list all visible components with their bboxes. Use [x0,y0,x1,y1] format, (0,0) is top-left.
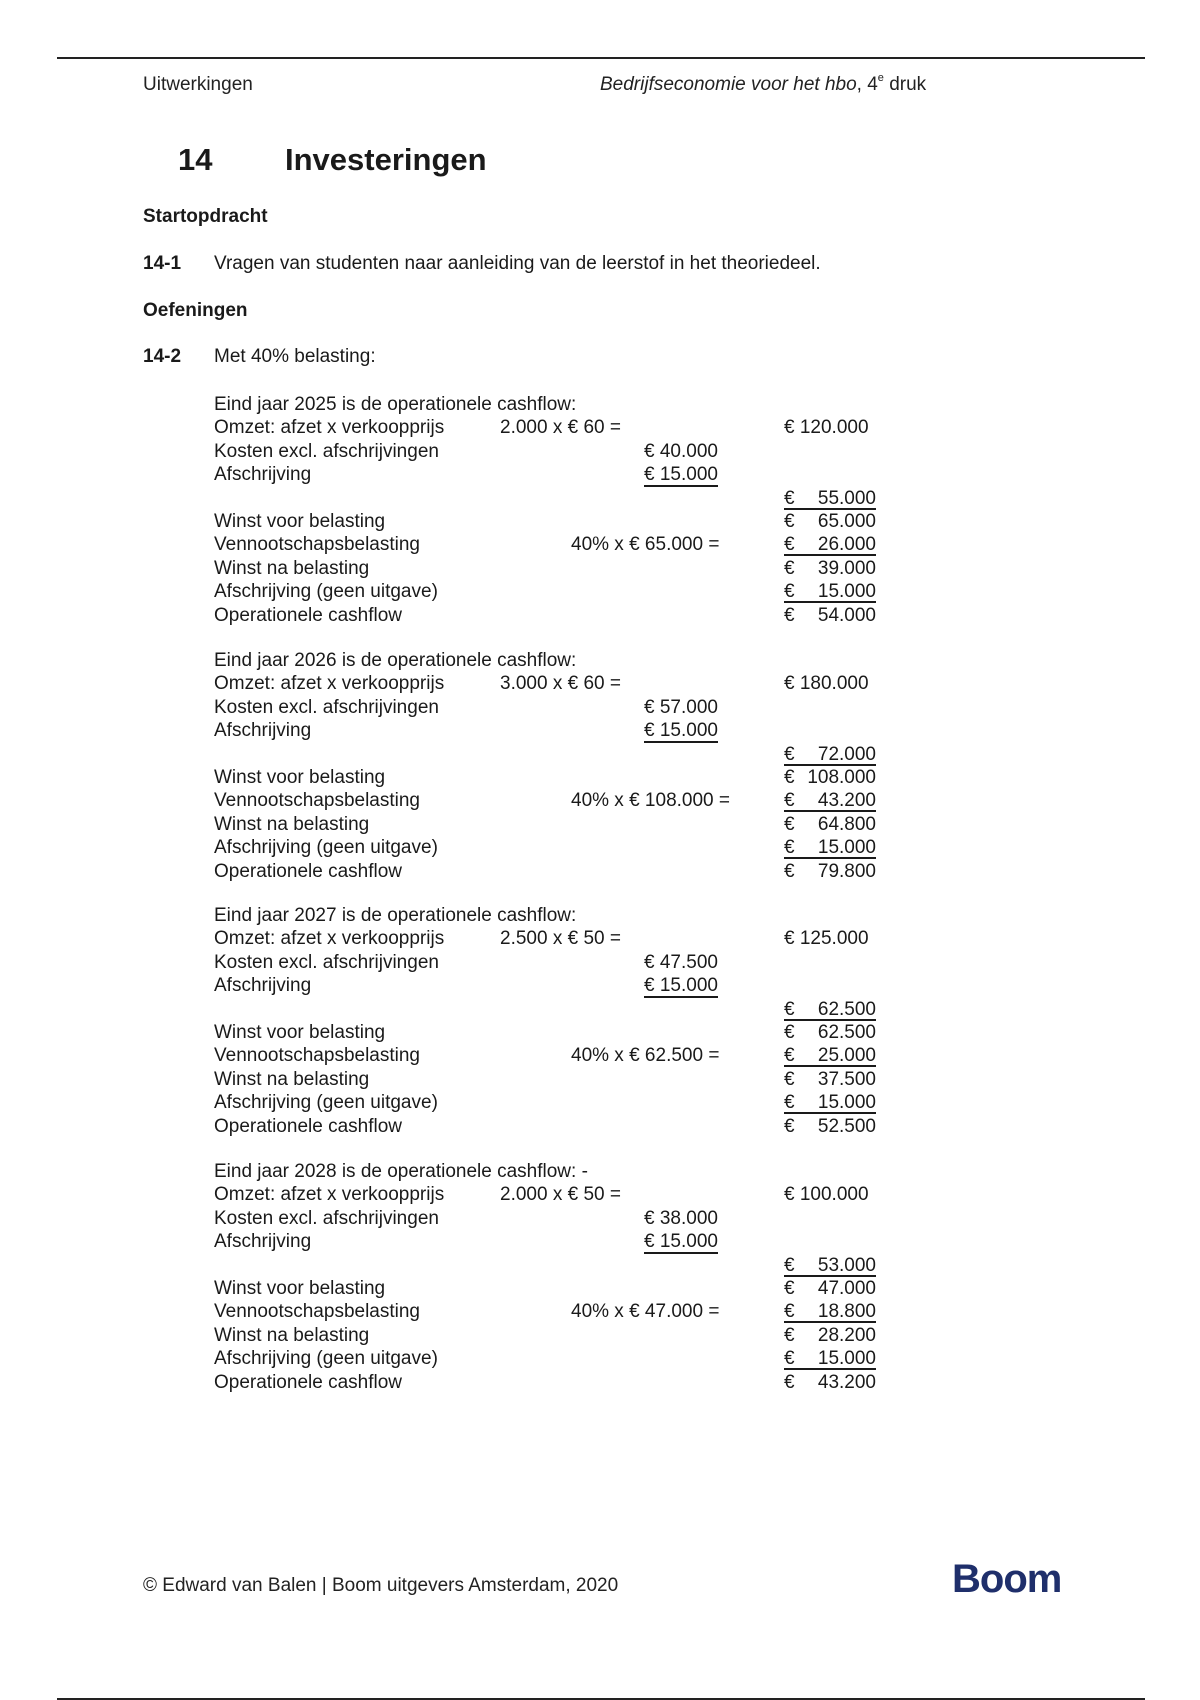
afschr-geen-line [214,580,894,603]
amount-value: 15.000 [817,837,876,859]
calc-heading-line [214,1160,894,1183]
top-rule [57,57,1145,59]
amount [784,535,876,556]
amount-value: 108.000 [807,766,876,788]
vpb-line [214,1044,894,1067]
amount-value: 28.200 [817,1324,876,1346]
omzet-line [214,927,894,950]
question-text-14-1: Vragen van studenten naar aanleiding van de leerstof in het theoriedeel. [214,253,821,274]
winst-na-label: Winst na belasting [214,1068,370,1090]
euro-sign: € [784,1115,795,1137]
amount-value: 53.000 [817,1254,876,1276]
amount [784,791,876,812]
cashflow-calc-0 [214,393,894,627]
amount-cell [784,533,890,556]
ocf-label: Operationele cashflow [214,604,402,626]
winst-na-label: Winst na belasting [214,1324,370,1346]
winst-voor-line [214,1277,894,1300]
winst-na-line [214,557,894,580]
running-header-right: Bedrijfseconomie voor het hbo, 4e druk [600,72,927,95]
afschrijving-cell [644,719,718,742]
afschrijving-line [214,719,894,742]
kosten-value: € 47.500 [644,951,718,973]
amount [784,1068,876,1091]
amount-cell [784,1371,890,1394]
amount-cell [784,743,890,766]
kosten-line [214,696,894,719]
afschrijving-line [214,1230,894,1253]
afschrijving-label: Afschrijving [214,720,312,742]
ocf-line [214,860,894,883]
ocf-line [214,1115,894,1138]
amount-cell [784,1091,890,1114]
edition-number: 4 [867,74,878,95]
amount-cell [784,1324,890,1347]
euro-sign: € [784,1254,795,1276]
amount [784,604,876,627]
euro-sign: € [784,1324,795,1346]
amount-value: 43.200 [817,1371,876,1393]
euro-sign: € [784,1045,795,1067]
euro-sign: € [784,790,795,812]
amount-value: 65.000 [817,510,876,532]
afschrijving-cell [644,974,718,997]
amount-cell [784,789,890,812]
amount [784,1302,876,1323]
amount-value: 39.000 [817,557,876,579]
euro-sign: € [784,743,795,765]
afschr-geen-line [214,1347,894,1370]
euro-sign: € [784,487,795,509]
euro-sign: € [784,581,795,603]
boom-logo: Boom [952,1557,1062,1601]
amount-value: 15.000 [817,581,876,603]
euro-sign: € [784,1092,795,1114]
amount [784,557,876,580]
footer-copyright: © Edward van Balen | Boom uitgevers Amsterdam, 2020 [143,1575,619,1596]
amount-value: 64.800 [817,813,876,835]
kosten-label: Kosten excl. afschrijvingen [214,951,439,973]
afschr-geen-label: Afschrijving (geen uitgave) [214,1348,438,1370]
euro-sign: € [784,998,795,1020]
winst-voor-line [214,1021,894,1044]
winst-na-label: Winst na belasting [214,557,370,579]
amount-value: 72.000 [817,743,876,765]
omzet-value: € 180.000 [784,673,869,695]
winst-na-line [214,1324,894,1347]
question-text-14-2: Met 40% belasting: [214,346,376,367]
euro-sign: € [784,1371,795,1393]
section-startopdracht: Startopdracht [143,206,268,227]
subtotal-line [214,743,894,766]
calc-heading: Eind jaar 2025 is de operationele cashflow: [214,394,577,415]
kosten-value: € 38.000 [644,1207,718,1229]
amount [784,1021,876,1044]
amount-cell [784,510,890,533]
edition-suffix: e [877,72,884,84]
amount-cell [784,580,890,603]
amount-cell [784,813,890,836]
amount [784,1371,876,1394]
amount-value: 26.000 [817,534,876,556]
amount-value: 15.000 [817,1348,876,1370]
omzet-label: Omzet: afzet x verkoopprijs [214,1184,445,1206]
amount-cell [784,1254,890,1277]
omzet-formula: 2.000 x € 50 = [500,1184,621,1206]
edition-word: druk [889,74,927,95]
omzet-formula: 2.000 x € 60 = [500,417,621,439]
amount-cell [784,487,890,510]
tax-formula: 40% x € 108.000 = [571,790,730,812]
omzet-value: € 100.000 [784,1184,869,1206]
euro-sign: € [784,557,795,579]
cashflow-calc-1 [214,649,894,883]
winst-na-line [214,813,894,836]
amount-value: 25.000 [817,1045,876,1067]
amount [784,1277,876,1300]
ocf-line [214,604,894,627]
omzet-line [214,1183,894,1206]
afschrijving-label: Afschrijving [214,1231,312,1253]
winst-voor-label: Winst voor belasting [214,1277,386,1299]
calc-heading: Eind jaar 2028 is de operationele cashflow: - [214,1161,588,1182]
calc-heading-line [214,904,894,927]
vpb-label: Vennootschapsbelasting [214,790,420,812]
amount-cell [784,1021,890,1044]
amount-cell [784,604,890,627]
euro-sign: € [784,1348,795,1370]
kosten-line [214,1207,894,1230]
euro-sign: € [784,1021,795,1043]
amount-cell [784,557,890,580]
ocf-label: Operationele cashflow [214,1371,402,1393]
ocf-line [214,1371,894,1394]
amount-cell [784,860,890,883]
omzet-value: € 120.000 [784,417,869,439]
kosten-value: € 57.000 [644,696,718,718]
amount [784,1000,876,1021]
amount-cell [784,1277,890,1300]
amount [784,489,876,510]
running-header-left: Uitwerkingen [143,74,253,95]
kosten-value: € 40.000 [644,440,718,462]
amount-cell [784,1347,890,1370]
afschrijving-value: € 15.000 [644,464,718,486]
vpb-label: Vennootschapsbelasting [214,1045,420,1067]
kosten-line [214,440,894,463]
afschr-geen-label: Afschrijving (geen uitgave) [214,837,438,859]
calc-heading-line [214,649,894,672]
amount-cell [784,1068,890,1091]
omzet-value: € 125.000 [784,928,869,950]
winst-voor-line [214,766,894,789]
amount [784,1115,876,1138]
question-number-14-2: 14-2 [143,346,182,367]
afschr-geen-label: Afschrijving (geen uitgave) [214,1092,438,1114]
subtotal-line [214,487,894,510]
omzet-formula: 3.000 x € 60 = [500,673,621,695]
amount-value: 52.500 [817,1115,876,1137]
amount-value: 54.000 [817,604,876,626]
ocf-label: Operationele cashflow [214,860,402,882]
amount [784,1046,876,1067]
amount-cell [784,1044,890,1067]
afschrijving-line [214,974,894,997]
amount-value: 37.500 [817,1068,876,1090]
amount-cell [784,998,890,1021]
amount [784,582,876,603]
amount [784,1093,876,1114]
euro-sign: € [784,1277,795,1299]
subtotal-line [214,1254,894,1277]
vpb-label: Vennootschapsbelasting [214,534,420,556]
ocf-label: Operationele cashflow [214,1115,402,1137]
afschrijving-label: Afschrijving [214,975,312,997]
amount-cell [784,1300,890,1323]
subtotal-line [214,998,894,1021]
amount [784,860,876,883]
chapter-number: 14 [178,142,213,177]
euro-sign: € [784,1301,795,1323]
amount-cell [784,766,890,789]
amount [784,745,876,766]
afschrijving-cell [644,463,718,486]
amount-cell [784,836,890,859]
afschrijving-cell [644,1230,718,1253]
euro-sign: € [784,813,795,835]
calc-heading-line [214,393,894,416]
euro-sign: € [784,837,795,859]
amount [784,1324,876,1347]
tax-formula: 40% x € 62.500 = [571,1045,720,1067]
tax-formula: 40% x € 47.000 = [571,1301,720,1323]
amount-value: 47.000 [817,1277,876,1299]
afschrijving-label: Afschrijving [214,464,312,486]
euro-sign: € [784,860,795,882]
amount [784,1349,876,1370]
book-title: Bedrijfseconomie voor het hbo [600,74,857,95]
omzet-line [214,416,894,439]
winst-na-line [214,1068,894,1091]
amount-value: 18.800 [817,1301,876,1323]
kosten-label: Kosten excl. afschrijvingen [214,696,439,718]
amount [784,813,876,836]
winst-voor-line [214,510,894,533]
amount-cell [784,1115,890,1138]
question-number-14-1: 14-1 [143,253,182,274]
amount-value: 62.500 [817,1021,876,1043]
amount-value: 79.800 [817,860,876,882]
calc-heading: Eind jaar 2027 is de operationele cashflow: [214,905,577,926]
vpb-line [214,789,894,812]
kosten-label: Kosten excl. afschrijvingen [214,1207,439,1229]
vpb-line [214,533,894,556]
afschrijving-value: € 15.000 [644,1231,718,1253]
winst-voor-label: Winst voor belasting [214,1021,386,1043]
afschr-geen-line [214,1091,894,1114]
cashflow-calc-3 [214,1160,894,1394]
afschrijving-line [214,463,894,486]
amount-value: 62.500 [817,998,876,1020]
vpb-line [214,1300,894,1323]
euro-sign: € [784,510,795,532]
cashflow-calc-2 [214,904,894,1138]
omzet-line [214,672,894,695]
omzet-formula: 2.500 x € 50 = [500,928,621,950]
amount [784,510,876,533]
afschrijving-value: € 15.000 [644,975,718,997]
euro-sign: € [784,534,795,556]
amount-value: 55.000 [817,487,876,509]
omzet-label: Omzet: afzet x verkoopprijs [214,673,445,695]
afschrijving-value: € 15.000 [644,720,718,742]
kosten-line [214,951,894,974]
amount [784,1256,876,1277]
amount [784,766,876,789]
winst-voor-label: Winst voor belasting [214,510,386,532]
chapter-title: Investeringen [285,142,487,177]
amount [784,838,876,859]
amount-value: 15.000 [817,1092,876,1114]
euro-sign: € [784,604,795,626]
euro-sign: € [784,1068,795,1090]
section-oefeningen: Oefeningen [143,300,248,321]
euro-sign: € [784,766,795,788]
tax-formula: 40% x € 65.000 = [571,534,720,556]
winst-na-label: Winst na belasting [214,813,370,835]
winst-voor-label: Winst voor belasting [214,766,386,788]
omzet-label: Omzet: afzet x verkoopprijs [214,928,445,950]
omzet-label: Omzet: afzet x verkoopprijs [214,417,445,439]
afschr-geen-label: Afschrijving (geen uitgave) [214,581,438,603]
vpb-label: Vennootschapsbelasting [214,1301,420,1323]
kosten-label: Kosten excl. afschrijvingen [214,440,439,462]
amount-value: 43.200 [817,790,876,812]
afschr-geen-line [214,836,894,859]
calc-heading: Eind jaar 2026 is de operationele cashflow: [214,650,577,671]
